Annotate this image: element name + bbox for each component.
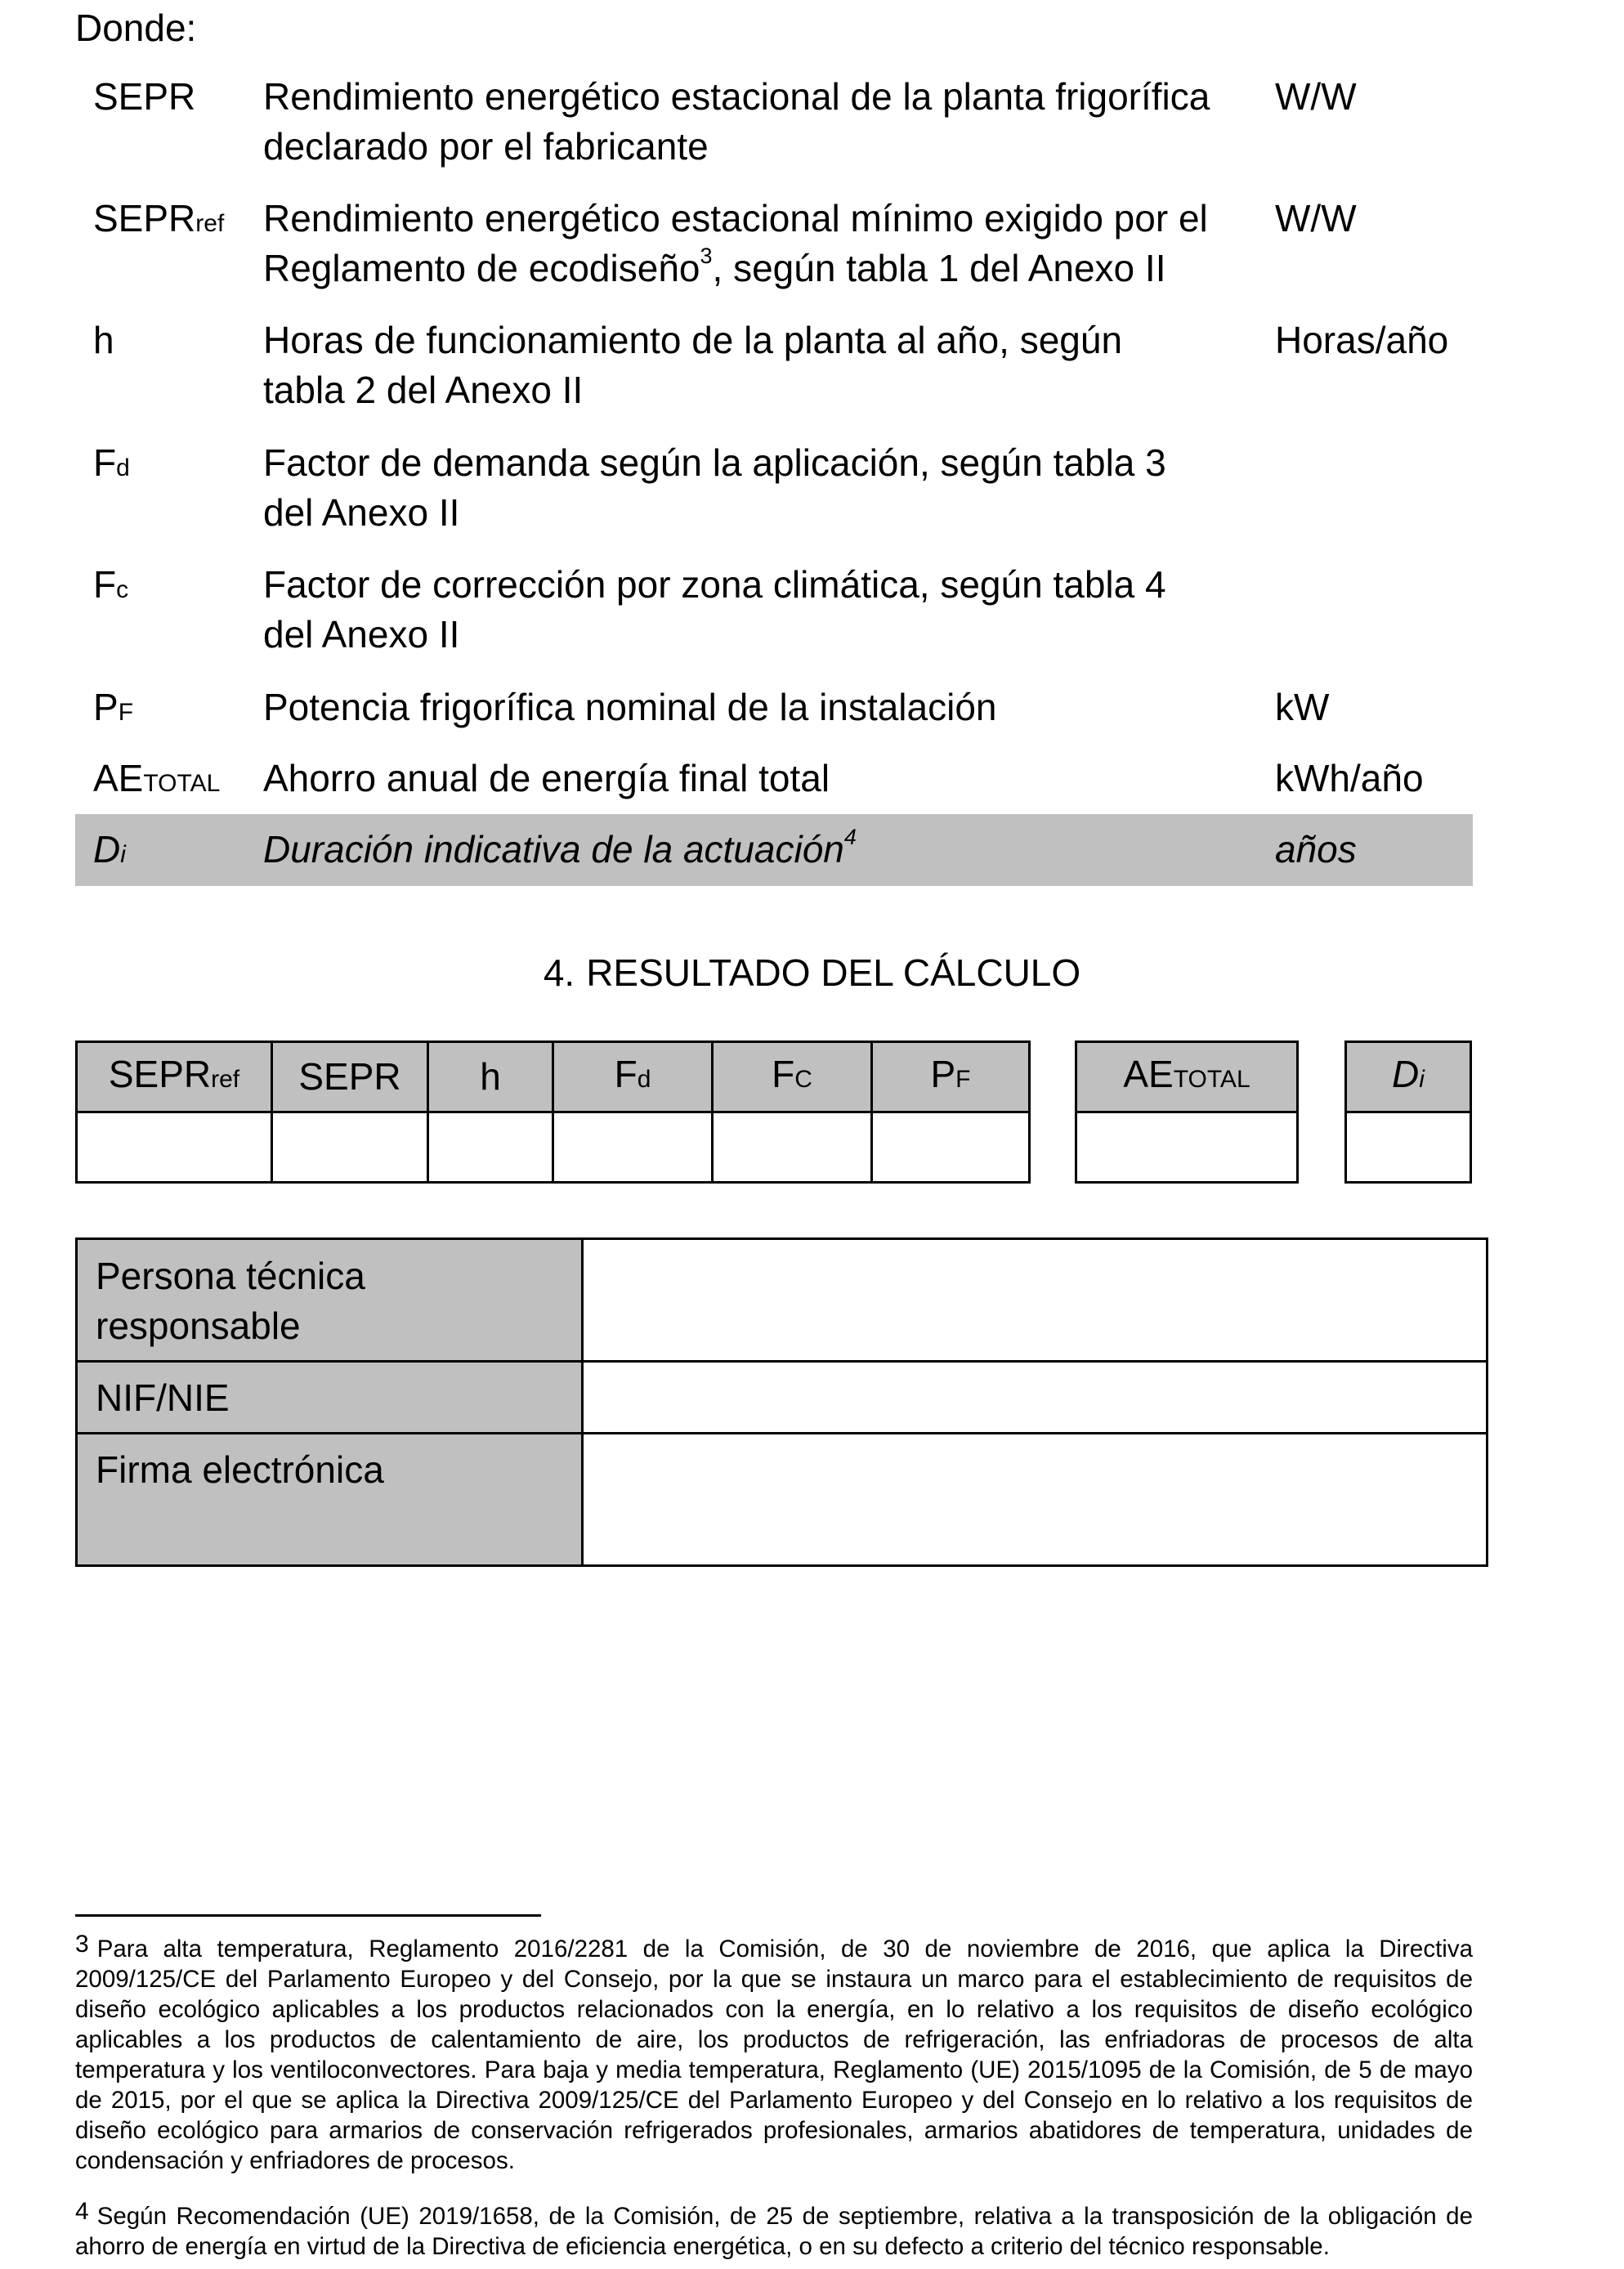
field-nif-nie[interactable] [583,1362,1488,1434]
variable-description: Rendimiento energético estacional de la planta frigorífica declarado por el fabricante [263,75,1210,168]
value-pf[interactable] [872,1112,1030,1183]
variable-description: Duración indicativa de la actuación$^4$ [263,825,857,870]
field-electronic-signature[interactable] [583,1434,1488,1566]
header-ae-total: AETOTAL [1076,1042,1298,1112]
header-sepr: SEPR [272,1042,428,1112]
results-table-di [1344,1041,1472,1184]
variable-symbol: SEPRref [93,197,225,239]
header-fd: Fd [553,1042,713,1112]
variable-description: Factor de demanda según la aplicación, según tabla 3 del Anexo II [263,441,1166,534]
variable-symbol: Di [93,828,126,870]
variable-description: Potencia frigorífica nominal de la instalación [263,686,997,728]
header-sepr-ref: SEPRref [77,1042,272,1112]
section-number: 4. [543,951,575,994]
variable-row-highlighted [75,814,1473,886]
variable-unit: W/W [1275,197,1357,239]
value-ae-total[interactable] [1076,1112,1298,1183]
variable-unit: Horas/año [1275,319,1449,361]
label-electronic-signature: Firma electrónica [77,1434,583,1566]
variable-unit: kW [1275,686,1330,728]
footnote-text: Para alta temperatura, Reglamento 2016/2281 de la Comisión, de 30 de noviembre de 2016, que aplica la Directiva 2009/125/CE del Parlamento Europeo y del Consejo, por la que se instaura un marco para el establecimiento de requisitos de diseño ecológico aplicables a los productos relacionados con la energía, en lo relativo a los requisitos de diseño ecológico aplicables a los productos de calentamiento de aire, los productos de refrigeración, las enfriadoras de procesos de alta temperatura y los ventiloconvectores. Para baja y media temperatura, Reglamento (UE) 2015/1095 de la Comisión, de 5 de mayo de 2015, por el que se aplica la Directiva 2009/125/CE del Parlamento Europeo y del Consejo en lo relativo a los requisitos de diseño ecológico para armarios de conservación refrigerados profesionales, armarios abatidores de temperatura, unidades de condensación y enfriadores de procesos. [75,1936,1473,2174]
footnote-4 [75,2198,1473,2262]
variable-symbol: Fc [93,563,129,606]
value-sepr-ref[interactable] [77,1112,272,1183]
section-title-text: RESULTADO DEL CÁLCULO [586,951,1081,994]
variable-unit: kWh/año [1275,757,1424,799]
variable-symbol: SEPR [93,75,196,118]
variable-description: Ahorro anual de energía final total [263,757,830,799]
label-responsible-technician: Persona técnica responsable [77,1239,583,1362]
value-di[interactable] [1346,1112,1471,1183]
header-h: h [428,1042,553,1112]
donde-label: Donde: [75,7,197,49]
value-sepr[interactable] [272,1112,428,1183]
variable-description: Factor de corrección por zona climática, según tabla 4 del Anexo II [263,563,1166,656]
variable-description: Rendimiento energético estacional mínimo exigido por el Reglamento de ecodiseño$^3$, según tabla 1 del Anexo II [263,197,1208,289]
section-title [0,948,1624,998]
footnote-mark: 3 [75,1931,89,1958]
variable-unit: W/W [1275,75,1357,118]
variable-description: Horas de funcionamiento de la planta al año, según tabla 2 del Anexo II [263,319,1123,411]
value-fd[interactable] [553,1112,713,1183]
results-table-main [75,1041,1031,1184]
header-di: Di [1346,1042,1471,1112]
variable-symbol: h [93,319,114,361]
results-table-ae-total [1075,1041,1299,1184]
variable-unit: años [1275,828,1357,870]
footnote-separator [75,1914,541,1917]
footnote-text: Según Recomendación (UE) 2019/1658, de la Comisión, de 25 de septiembre, relativa a la transposición de la obligación de ahorro de energía en virtud de la Directiva de eficiencia energética, o en su defecto a criterio del técnico responsable. [75,2203,1473,2260]
signature-table [75,1237,1488,1567]
field-responsible-technician[interactable] [583,1239,1488,1362]
value-fc[interactable] [713,1112,872,1183]
variable-symbol: Fd [93,441,130,484]
header-fc: FC [713,1042,872,1112]
header-pf: PF [872,1042,1030,1112]
footnote-mark: 4 [75,2198,89,2225]
footnote-ref: 3 [700,244,713,268]
variable-symbol: AETOTAL [93,757,221,799]
value-h[interactable] [428,1112,553,1183]
footnote-ref: 4 [843,825,857,849]
variable-symbol: PF [93,686,134,728]
footnote-3 [75,1931,1473,2176]
label-nif-nie: NIF/NIE [77,1362,583,1434]
